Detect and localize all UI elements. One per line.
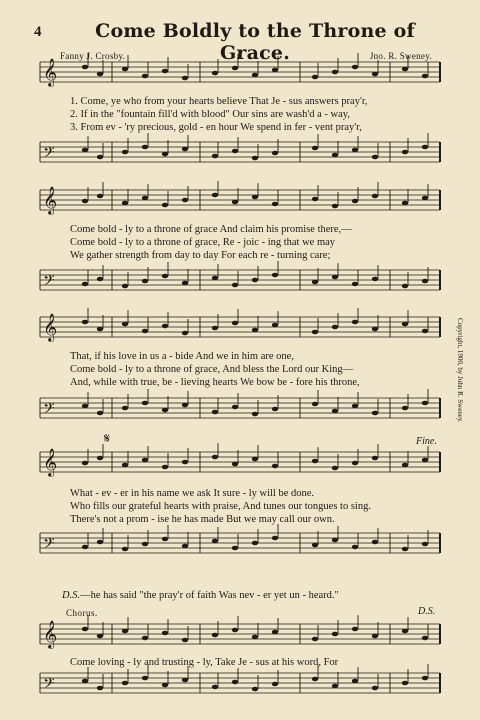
note-head [82, 545, 88, 550]
hymn-title: Come Boldly to the Throne of Grace. [95, 20, 415, 64]
bass-clef-icon: 𝄢 [43, 400, 55, 421]
note-head [142, 196, 148, 201]
note-head [97, 411, 103, 416]
note-head [272, 202, 278, 207]
chorus-label: Chorus. [66, 608, 98, 618]
note-head [212, 326, 218, 331]
note-head [82, 148, 88, 153]
note-head [182, 638, 188, 643]
note-head [212, 455, 218, 460]
note-head [162, 152, 168, 157]
note-head [182, 281, 188, 286]
note-head [252, 156, 258, 161]
note-head [422, 279, 428, 284]
note-head [232, 66, 238, 71]
note-head [182, 460, 188, 465]
note-head [252, 278, 258, 283]
note-head [182, 678, 188, 683]
note-head [82, 282, 88, 287]
lyric-line: We gather strength from day to day For each re - turning care; [70, 250, 331, 261]
note-head [162, 408, 168, 413]
treble-clef-icon: 𝄞 [43, 313, 58, 341]
note-head [232, 321, 238, 326]
note-head [272, 682, 278, 687]
note-head [312, 280, 318, 285]
note-head [352, 148, 358, 153]
note-head [402, 547, 408, 552]
note-head [162, 203, 168, 208]
note-head [312, 543, 318, 548]
note-head [97, 155, 103, 160]
note-head [332, 466, 338, 471]
note-head [82, 404, 88, 409]
note-head [212, 539, 218, 544]
note-head [97, 72, 103, 77]
lyric-line: 3. From ev - 'ry precious, gold - en hour We spend in fer - vent pray'r, [70, 122, 362, 133]
note-head [252, 73, 258, 78]
lyric-line: And, while with true, be - lieving hearts We bow be - fore his throne, [70, 377, 360, 388]
lyric-line: There's not a prom - ise he has made But we may call our own. [70, 514, 335, 525]
note-head [252, 687, 258, 692]
note-head [122, 201, 128, 206]
note-head [422, 196, 428, 201]
note-head [232, 283, 238, 288]
note-head [122, 284, 128, 289]
note-head [142, 676, 148, 681]
note-head [142, 329, 148, 334]
note-head [232, 462, 238, 467]
note-head [402, 150, 408, 155]
note-head [352, 282, 358, 287]
note-head [252, 457, 258, 462]
note-head [312, 197, 318, 202]
note-head [252, 541, 258, 546]
note-head [232, 200, 238, 205]
treble-clef-icon: 𝄞 [43, 58, 58, 86]
note-head [332, 325, 338, 330]
lyric-line: Come loving - ly and trusting - ly, Take Je - sus at his word, For [70, 657, 339, 668]
note-head [352, 404, 358, 409]
note-head [97, 456, 103, 461]
note-head [402, 322, 408, 327]
note-head [402, 681, 408, 686]
note-head [182, 147, 188, 152]
lyric-line: Come bold - ly to a throne of grace, And bless the Lord our King— [70, 364, 354, 375]
composer-credit: Jno. R. Sweney. [369, 51, 432, 61]
ds-line [62, 590, 432, 601]
note-head [142, 401, 148, 406]
note-head [182, 331, 188, 336]
note-head [312, 75, 318, 80]
note-head [212, 154, 218, 159]
note-head [352, 320, 358, 325]
note-head [372, 540, 378, 545]
note-head [372, 327, 378, 332]
note-head [372, 72, 378, 77]
note-head [142, 145, 148, 150]
note-head [352, 679, 358, 684]
page-number: 4 [34, 24, 42, 40]
note-head [252, 635, 258, 640]
note-head [232, 680, 238, 685]
note-head [82, 65, 88, 70]
ds-marker: D.S. [418, 606, 436, 617]
note-head [332, 204, 338, 209]
ds-prefix: D.S. [62, 590, 81, 601]
note-head [82, 679, 88, 684]
note-head [402, 284, 408, 289]
note-head [122, 322, 128, 327]
note-head [97, 540, 103, 545]
note-head [162, 465, 168, 470]
note-head [272, 536, 278, 541]
note-head [97, 327, 103, 332]
note-head [97, 277, 103, 282]
bass-clef-icon: 𝄢 [43, 675, 55, 696]
note-head [372, 634, 378, 639]
note-head [122, 406, 128, 411]
note-head [422, 636, 428, 641]
note-head [352, 65, 358, 70]
note-head [252, 412, 258, 417]
note-head [352, 461, 358, 466]
note-head [272, 151, 278, 156]
note-head [252, 328, 258, 333]
note-head [212, 685, 218, 690]
bass-clef-icon: 𝄢 [43, 272, 55, 293]
note-head [182, 198, 188, 203]
lyric-line: 2. If in the "fountain fill'd with blood" Our sins are wash'd a - way, [70, 109, 350, 120]
note-head [122, 150, 128, 155]
note-head [352, 627, 358, 632]
note-head [332, 153, 338, 158]
note-head [402, 201, 408, 206]
note-head [212, 410, 218, 415]
note-head [352, 199, 358, 204]
note-head [162, 69, 168, 74]
note-head [232, 405, 238, 410]
note-head [312, 459, 318, 464]
note-head [82, 627, 88, 632]
note-head [142, 279, 148, 284]
note-head [162, 683, 168, 688]
note-head [122, 629, 128, 634]
note-head [422, 401, 428, 406]
note-head [97, 686, 103, 691]
note-head [122, 463, 128, 468]
note-head [82, 199, 88, 204]
note-head [332, 632, 338, 637]
note-head [182, 76, 188, 81]
note-head [372, 277, 378, 282]
note-head [312, 677, 318, 682]
note-head [162, 537, 168, 542]
note-head [82, 320, 88, 325]
note-head [142, 74, 148, 79]
note-head [372, 194, 378, 199]
note-head [162, 274, 168, 279]
note-head [97, 194, 103, 199]
note-head [352, 545, 358, 550]
note-head [332, 409, 338, 414]
note-head [422, 458, 428, 463]
note-head [122, 67, 128, 72]
note-head [272, 407, 278, 412]
note-head [232, 628, 238, 633]
note-head [402, 406, 408, 411]
note-head [422, 542, 428, 547]
note-head [212, 276, 218, 281]
note-head [272, 68, 278, 73]
note-head [212, 71, 218, 76]
bass-clef-icon: 𝄢 [43, 535, 55, 556]
note-head [422, 676, 428, 681]
note-head [372, 411, 378, 416]
segno-sign: 𝄋 [104, 432, 111, 447]
note-head [122, 681, 128, 686]
ds-text: —he has said "the pray'r of faith Was nev - er yet un - heard." [80, 590, 339, 601]
note-head [212, 193, 218, 198]
lyric-line: Who fills our grateful hearts with praise, And tunes our tongues to sing. [70, 501, 371, 512]
lyric-line: That, if his love in us a - bide And we in him are one, [70, 351, 294, 362]
note-head [232, 546, 238, 551]
note-head [252, 195, 258, 200]
note-head [162, 631, 168, 636]
note-head [122, 547, 128, 552]
note-head [272, 323, 278, 328]
note-head [372, 686, 378, 691]
note-head [212, 633, 218, 638]
treble-clef-icon: 𝄞 [43, 620, 58, 648]
note-head [332, 275, 338, 280]
note-head [182, 544, 188, 549]
note-head [142, 636, 148, 641]
note-head [142, 458, 148, 463]
lyric-line: Come bold - ly to a throne of grace, Re - joic - ing that we may [70, 237, 336, 248]
note-head [232, 149, 238, 154]
treble-clef-icon: 𝄞 [43, 186, 58, 214]
note-head [312, 637, 318, 642]
note-head [332, 684, 338, 689]
note-head [272, 464, 278, 469]
fine-marker: Fine. [416, 436, 437, 447]
note-head [422, 145, 428, 150]
lyric-line: Come bold - ly to a throne of grace And claim his promise there,— [70, 224, 352, 235]
lyric-line: What - ev - er in his name we ask It sure - ly will be done. [70, 488, 315, 499]
note-head [422, 74, 428, 79]
note-head [182, 403, 188, 408]
note-head [402, 67, 408, 72]
copyright-notice: Copyright, 1900, by John R. Sweney. [456, 318, 464, 423]
bass-clef-icon: 𝄢 [43, 144, 55, 165]
note-head [402, 629, 408, 634]
note-head [332, 70, 338, 75]
note-head [312, 330, 318, 335]
note-head [422, 329, 428, 334]
treble-clef-icon: 𝄞 [43, 448, 58, 476]
note-head [312, 146, 318, 151]
lyricist-credit: Fanny J. Crosby. [60, 51, 126, 61]
note-head [142, 542, 148, 547]
note-head [97, 634, 103, 639]
lyric-line: 1. Come, ye who from your hearts believe That Je - sus answers pray'r, [70, 96, 368, 107]
note-head [402, 463, 408, 468]
note-head [312, 402, 318, 407]
note-head [82, 461, 88, 466]
note-head [272, 630, 278, 635]
note-head [372, 155, 378, 160]
note-head [162, 324, 168, 329]
note-head [372, 456, 378, 461]
note-head [332, 538, 338, 543]
note-head [272, 273, 278, 278]
